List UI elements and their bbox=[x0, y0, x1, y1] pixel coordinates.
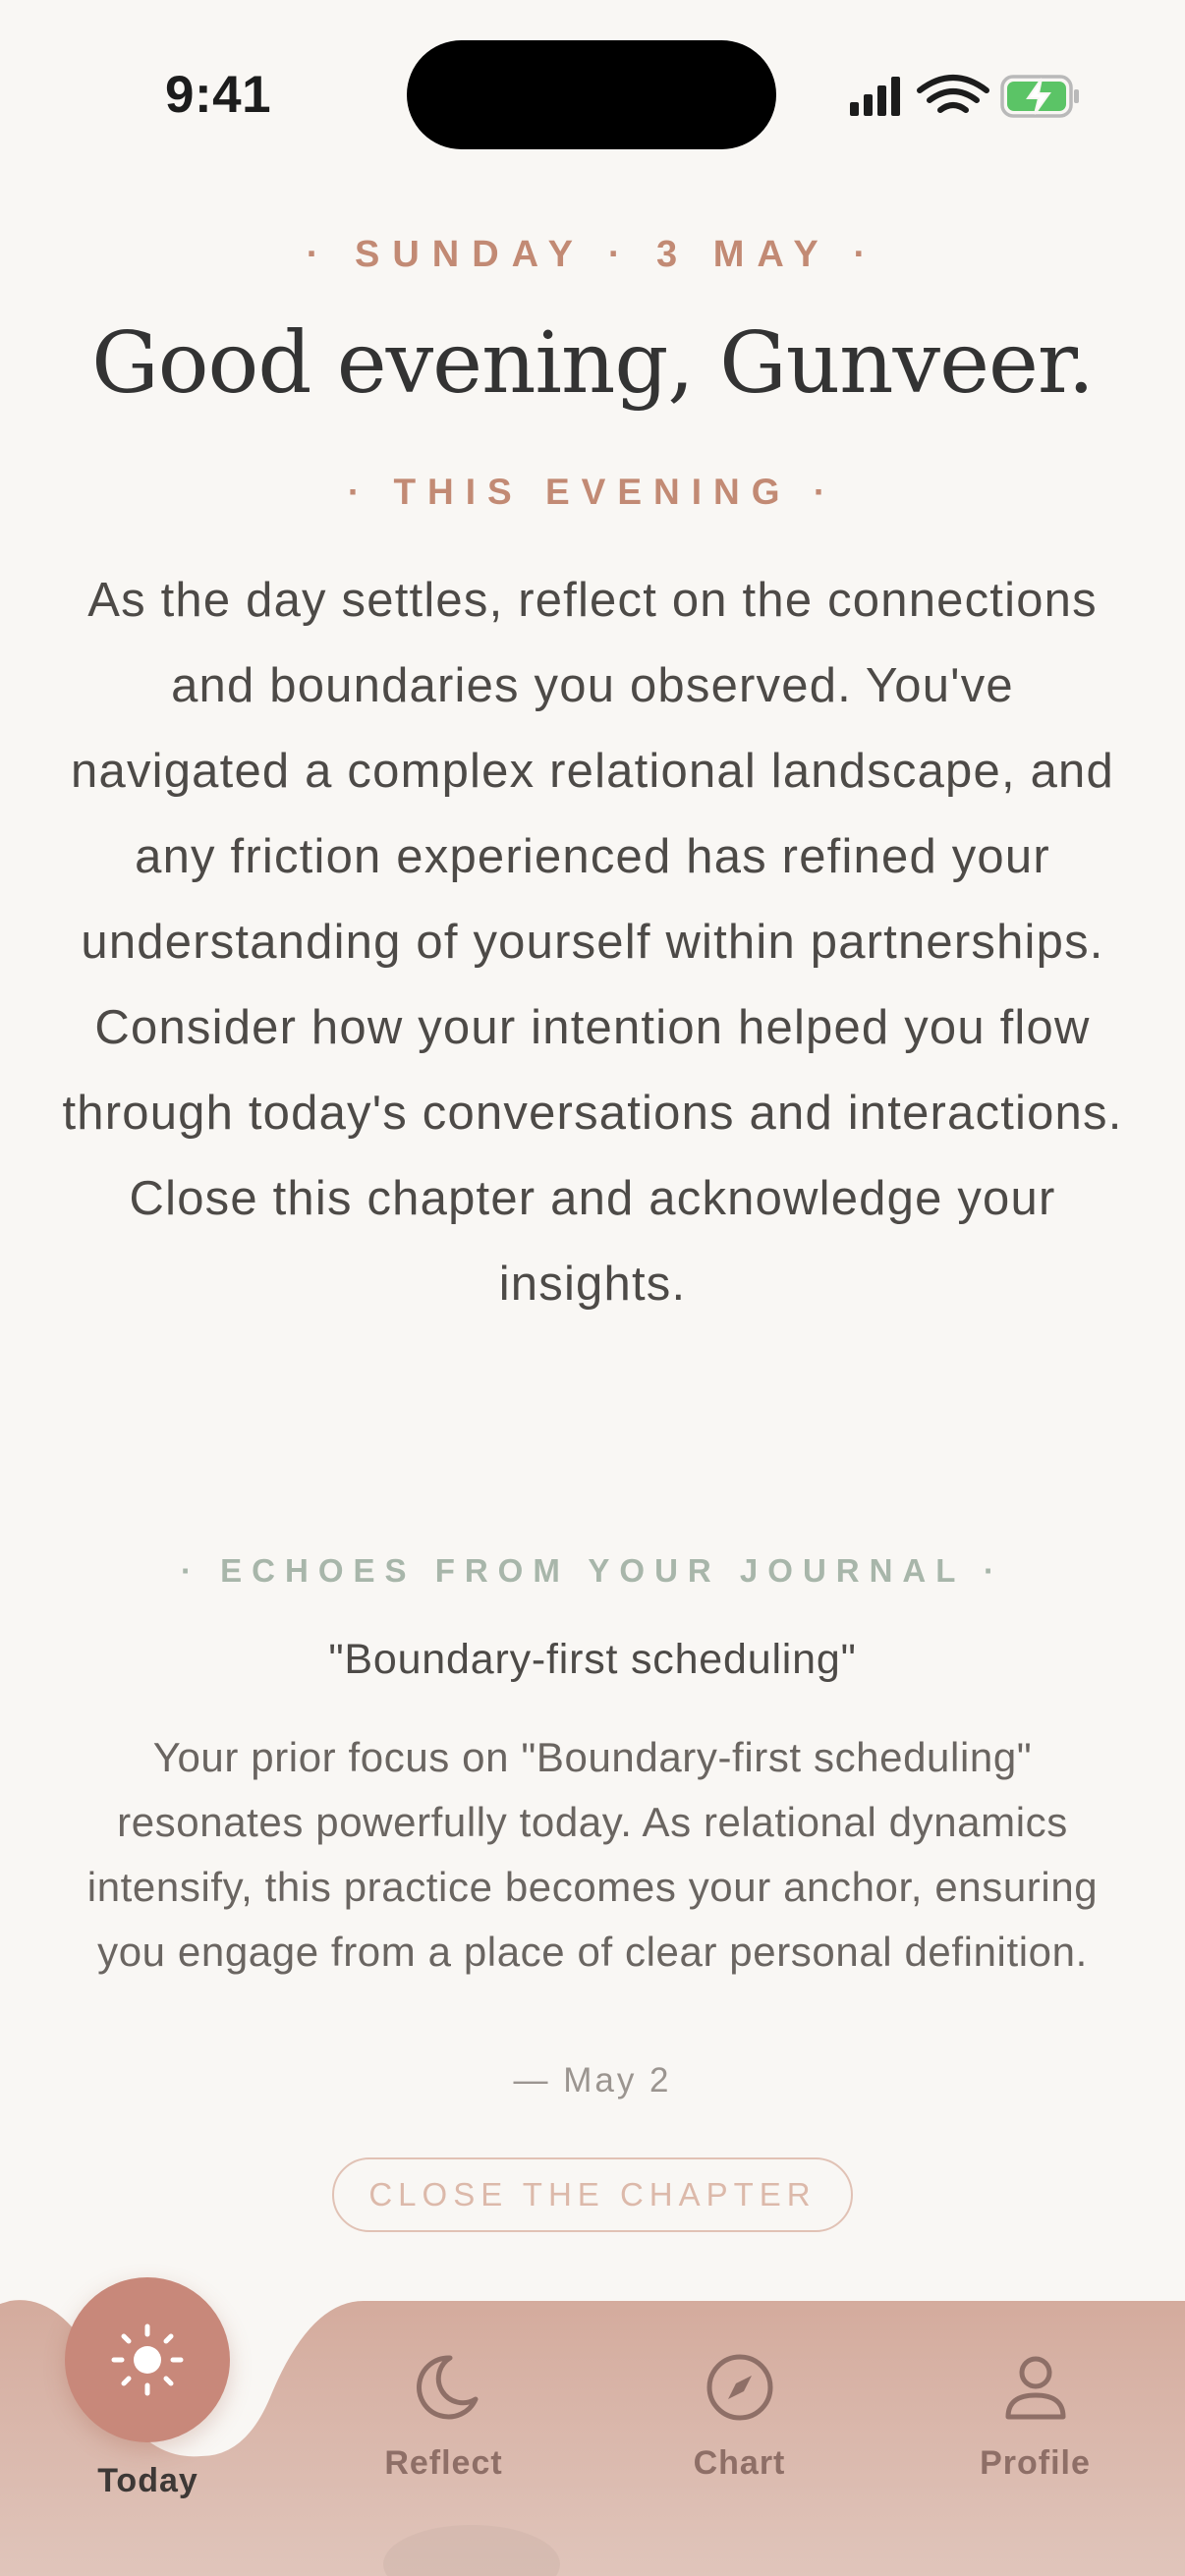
tab-today[interactable] bbox=[65, 2277, 230, 2442]
journal-echoes-label: · ECHOES FROM YOUR JOURNAL · bbox=[181, 1552, 1004, 1589]
tab-profile[interactable] bbox=[887, 2348, 1183, 2525]
close-chapter-button[interactable]: CLOSE THE CHAPTER bbox=[332, 2157, 853, 2232]
tab-reflect-label: Reflect bbox=[384, 2444, 503, 2482]
battery-charging-icon bbox=[1002, 77, 1079, 116]
journal-quote-title: "Boundary-first scheduling" bbox=[328, 1636, 857, 1683]
tab-reflect[interactable] bbox=[296, 2348, 592, 2525]
this-evening-label: · THIS EVENING · bbox=[347, 472, 838, 512]
status-time: 9:41 bbox=[165, 66, 272, 124]
person-icon bbox=[996, 2348, 1075, 2427]
tab-chart[interactable] bbox=[592, 2348, 887, 2525]
cellular-signal-icon bbox=[850, 77, 900, 116]
tab-chart-label: Chart bbox=[693, 2444, 786, 2482]
evening-reading-text: As the day settles, reflect on the connections and boundaries you observed. You've navigated a complex relational landscape, and any friction experienced has refined your understanding of yourself within partnerships. Consider how your intention helped you flow through today's conversations and interactions. Close this chapter and acknowledge your insights. bbox=[62, 574, 1123, 1311]
journal-echo-text: Your prior focus on "Boundary-first scheduling" resonates powerfully today. As relational dynamics intensify, this practice becomes your anchor, ensuring you engage from a place of clear personal definition. bbox=[86, 1734, 1099, 1975]
status-icons bbox=[845, 71, 1081, 126]
date-line: · SUNDAY · 3 MAY · bbox=[306, 234, 879, 275]
tab-profile-label: Profile bbox=[980, 2444, 1091, 2482]
sun-icon bbox=[108, 2321, 187, 2399]
status-bar bbox=[0, 0, 1185, 187]
wifi-icon bbox=[920, 78, 987, 110]
journal-entry-date: — May 2 bbox=[513, 2061, 672, 2100]
compass-icon bbox=[701, 2348, 779, 2427]
tab-today-label: Today bbox=[97, 2462, 198, 2499]
dynamic-island bbox=[407, 40, 776, 149]
page-title: Good evening, Gunveer. bbox=[91, 314, 1094, 413]
moon-icon bbox=[405, 2348, 483, 2427]
